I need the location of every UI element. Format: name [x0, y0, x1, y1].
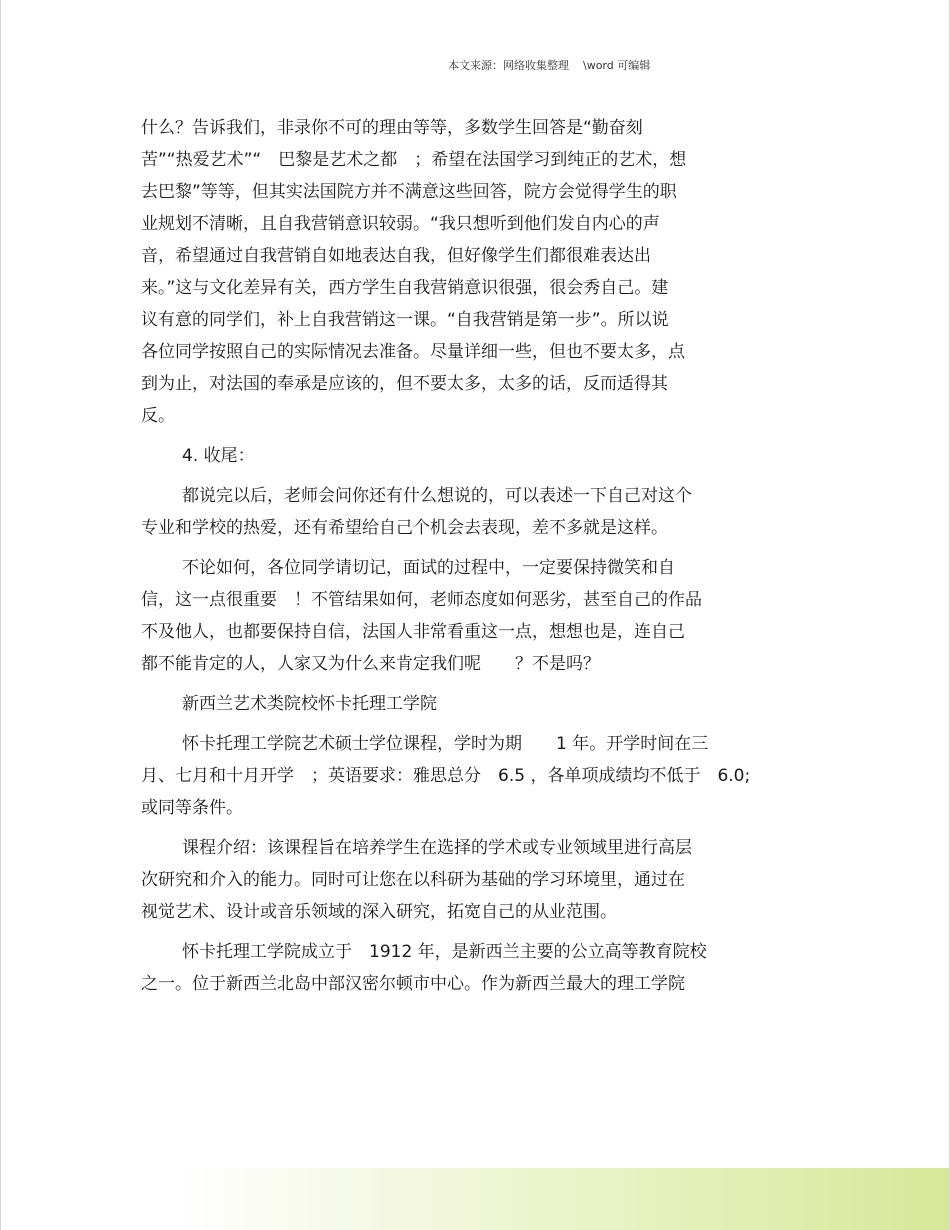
paragraph — [141, 728, 831, 824]
text-line: 苦”“热爱艺术”“ 巴黎是艺术之都 ；希望在法国学习到纯正的艺术，想 — [141, 150, 687, 170]
text-line: 信，这一点很重要 ！不管结果如何，老师态度如何恶劣，甚至自己的作品 — [141, 590, 702, 610]
paragraph — [141, 480, 831, 544]
paragraph — [141, 936, 831, 1000]
text-line: 去巴黎”等等，但其实法国院方并不满意这些回答，院方会觉得学生的职 — [141, 182, 677, 202]
text-line: 什么？告诉我们，非录你不可的理由等等，多数学生回答是“勤奋刻 — [141, 118, 643, 138]
text-line: 反。 — [141, 406, 175, 426]
text-line: 次研究和介入的能力。同时可让您在以科研为基础的学习环境里，通过在 — [141, 870, 685, 890]
page-header — [448, 57, 650, 73]
text-line: 之一。位于新西兰北岛中部汉密尔顿市中心。作为新西兰最大的理工学院 — [141, 974, 685, 994]
paragraph — [141, 832, 831, 928]
paragraph — [141, 112, 831, 432]
text-line: 到为止，对法国的奉承是应该的，但不要太多，太多的话，反而适得其 — [141, 374, 668, 394]
text-line: 都说完以后，老师会问你还有什么想说的，可以表述一下自己对这个 — [182, 486, 692, 506]
text-line: 议有意的同学们，补上自我营销这一课。“自我营销是第一步”。所以说 — [141, 310, 669, 330]
text-line: 专业和学校的热爱，还有希望给自己个机会去表现，差不多就是这样。 — [141, 518, 668, 538]
text-line: 不及他人，也都要保持自信，法国人非常看重这一点，想想也是，连自己 — [141, 622, 685, 642]
text-line: 怀卡托理工学院艺术硕士学位课程，学时为期 1 年。开学时间在三 — [182, 734, 709, 754]
text-line: 视觉艺术、设计或音乐领域的深入研究，拓宽自己的从业范围。 — [141, 902, 617, 922]
header-source: 本文来源：网络收集整理 — [448, 59, 569, 72]
text-line: 怀卡托理工学院成立于 1912 年，是新西兰主要的公立高等教育院校 — [182, 942, 707, 962]
footer-gradient-band — [1, 1168, 949, 1230]
document-body — [141, 112, 831, 1000]
text-line: 月、七月和十月开学 ；英语要求：雅思总分 6.5 ，各单项成绩均不低于 6.0; — [141, 766, 751, 786]
paragraph — [141, 552, 831, 680]
text-line: 各位同学按照自己的实际情况去准备。尽量详细一些，但也不要太多，点 — [141, 342, 685, 362]
text-line: 新西兰艺术类院校怀卡托理工学院 — [182, 694, 437, 714]
text-line: 课程介绍：该课程旨在培养学生在选择的学术或专业领域里进行高层 — [182, 838, 692, 858]
text-line: 业规划不清晰，且自我营销意识较弱。“我只想听到他们发自内心的声 — [141, 214, 660, 234]
text-line: 音，希望通过自我营销自如地表达自我，但好像学生们都很难表达出 — [141, 246, 651, 266]
paragraph — [141, 440, 831, 472]
paragraph — [141, 688, 831, 720]
text-line: 或同等条件。 — [141, 798, 243, 818]
text-line: 4. 收尾： — [182, 446, 255, 466]
header-editable-note: \word 可编辑 — [583, 59, 651, 72]
text-line: 来。”这与文化差异有关，西方学生自我营销意识很强，很会秀自己。建 — [141, 278, 669, 298]
text-line: 都不能肯定的人，人家又为什么来肯定我们呢 ？不是吗？ — [141, 654, 600, 674]
text-line: 不论如何，各位同学请切记，面试的过程中，一定要保持微笑和自 — [182, 558, 675, 578]
